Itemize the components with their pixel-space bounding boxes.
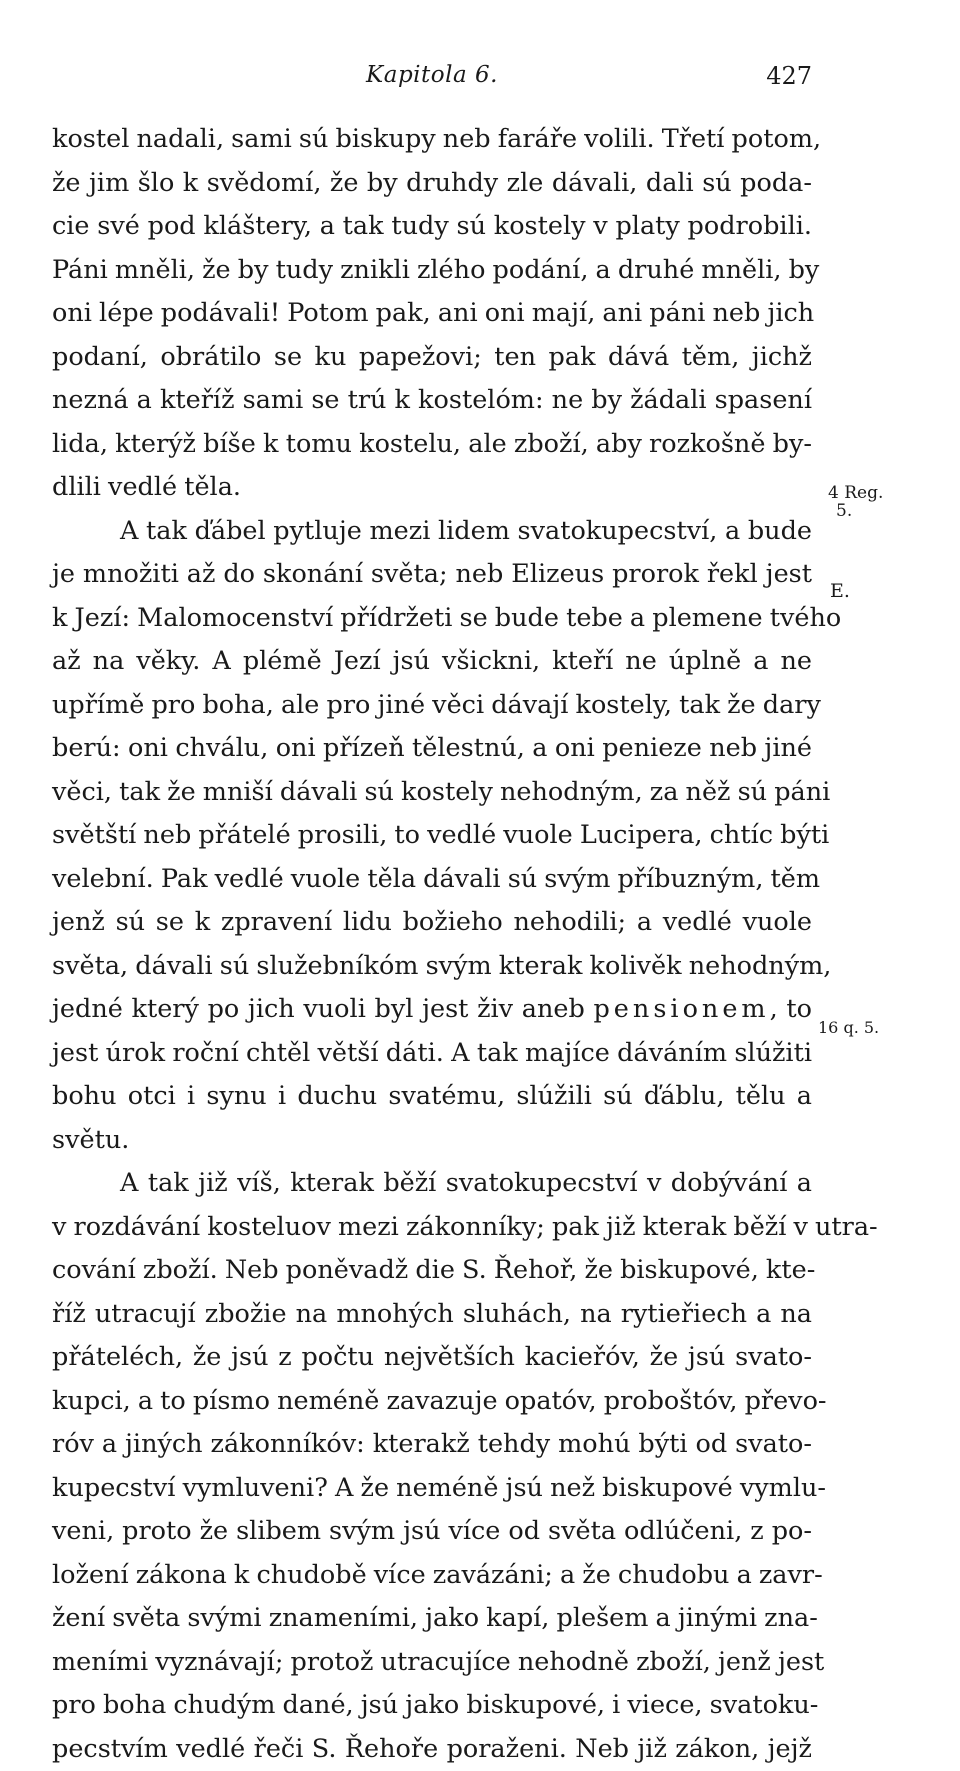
running-head: Kapitola 6. — [52, 62, 812, 88]
text-line: že jim šlo k svědomí, že by druhdy zle dávali, dali sú poda- — [52, 162, 812, 206]
text-segment: jedné který po jich vuoli byl jest živ aneb — [52, 994, 585, 1024]
spaced-word: pensionem — [593, 994, 769, 1024]
text-line: lida, kterýž bíše k tomu kostelu, ale zboží, aby rozkošně by- — [52, 423, 812, 467]
text-line: jest úrok roční chtěl větší dáti. A tak majíce dáváním slúžiti — [52, 1032, 812, 1076]
text-line: podaní, obrátilo se ku papežovi; ten pak dává těm, jichž — [52, 336, 812, 380]
text-line: přáteléch, že jsú z počtu největších kacieřóv, že jsú svato- — [52, 1336, 812, 1380]
page-number: 427 — [766, 62, 812, 90]
text-line: oni lépe podávali! Potom pak, ani oni mají, ani páni neb jich — [52, 292, 812, 336]
text-line: říž utracují zbožie na mnohých sluhách, na rytieřiech a na — [52, 1293, 812, 1337]
text-line: berú: oni chválu, oni přízeň tělestnú, a oni penieze neb jiné — [52, 727, 812, 771]
text-line: nezná a kteříž sami se trú k kostelóm: ne by žádali spasení — [52, 379, 812, 423]
text-line: ložení zákona k chudobě více zavázáni; a že chudobu a zavr- — [52, 1554, 812, 1598]
paragraph-start-line: A tak ďábel pytluje mezi lidem svatokupecství, a bude — [52, 510, 812, 554]
text-line: světští neb přátelé prosili, to vedlé vuole Lucipera, chtíc býti — [52, 814, 812, 858]
text-line: žení světa svými znameními, jako kapí, plešem a jinými zna- — [52, 1597, 812, 1641]
text-line: věci, tak že mniší dávali sú kostely nehodným, za něž sú páni — [52, 771, 812, 815]
text-line: bohu otci i synu i duchu svatému, slúžili sú ďáblu, tělu a — [52, 1075, 812, 1119]
text-line: velební. Pak vedlé vuole těla dávali sú svým příbuzným, těm — [52, 858, 812, 902]
margin-note-reg-chapter: 5. — [828, 502, 883, 520]
text-line: pro boha chudým dané, jsú jako biskupové, i viece, svatoku- — [52, 1684, 812, 1728]
text-line: pecstvím vedlé řeči S. Řehoře poraženi. Neb již zákon, jejž — [52, 1728, 812, 1771]
text-line: je množiti až do skonání světa; neb Elizeus prorok řekl jest — [52, 553, 812, 597]
text-line-with-spaced-word — [52, 988, 812, 1032]
text-line: jenž sú se k zpravení lidu božieho nehodili; a vedlé vuole — [52, 901, 812, 945]
text-line: až na věky. A plémě Jezí jsú všickni, kteří ne úplně a ne — [52, 640, 812, 684]
margin-note-reg — [828, 484, 883, 520]
margin-note-q: 16 q. 5. — [818, 1019, 879, 1037]
text-line: dlili vedlé těla. — [52, 466, 812, 510]
text-line: róv a jiných zákonníkóv: kterakž tehdy mohú býti od svato- — [52, 1423, 812, 1467]
paragraph-start-line: A tak již víš, kterak běží svatokupecství v dobývání a — [52, 1162, 812, 1206]
text-line: cování zboží. Neb poněvadž die S. Řehoř, že biskupové, kte- — [52, 1249, 812, 1293]
text-line: upřímě pro boha, ale pro jiné věci dávají kostely, tak že dary — [52, 684, 812, 728]
page-header — [52, 62, 812, 98]
text-line: meními vyznávají; protož utracujíce nehodně zboží, jenž jest — [52, 1641, 812, 1685]
text-line: kupecství vymluveni? A že neméně jsú než biskupové vymlu- — [52, 1467, 812, 1511]
body-text — [52, 118, 812, 1771]
text-segment: , to — [770, 994, 812, 1024]
text-line: veni, proto že slibem svým jsú více od světa odlúčeni, z po- — [52, 1510, 812, 1554]
text-line: k Jezí: Malomocenství přídržeti se bude tebe a plemene tvého — [52, 597, 812, 641]
text-line: cie své pod kláštery, a tak tudy sú kostely v platy podrobili. — [52, 205, 812, 249]
text-line: kupci, a to písmo neméně zavazuje opatóv, proboštóv, převo- — [52, 1380, 812, 1424]
text-line: světu. — [52, 1119, 812, 1163]
text-line: Páni mněli, že by tudy znikli zlého podání, a druhé mněli, by — [52, 249, 812, 293]
text-line: v rozdávání kosteluov mezi zákonníky; pak již kterak běží v utra- — [52, 1206, 812, 1250]
margin-note-e: E. — [830, 582, 850, 600]
margin-note-reg-book: 4 Reg. — [828, 484, 883, 502]
text-line: kostel nadali, sami sú biskupy neb faráře volili. Třetí potom, — [52, 118, 812, 162]
text-line: světa, dávali sú služebníkóm svým kterak kolivěk nehodným, — [52, 945, 812, 989]
